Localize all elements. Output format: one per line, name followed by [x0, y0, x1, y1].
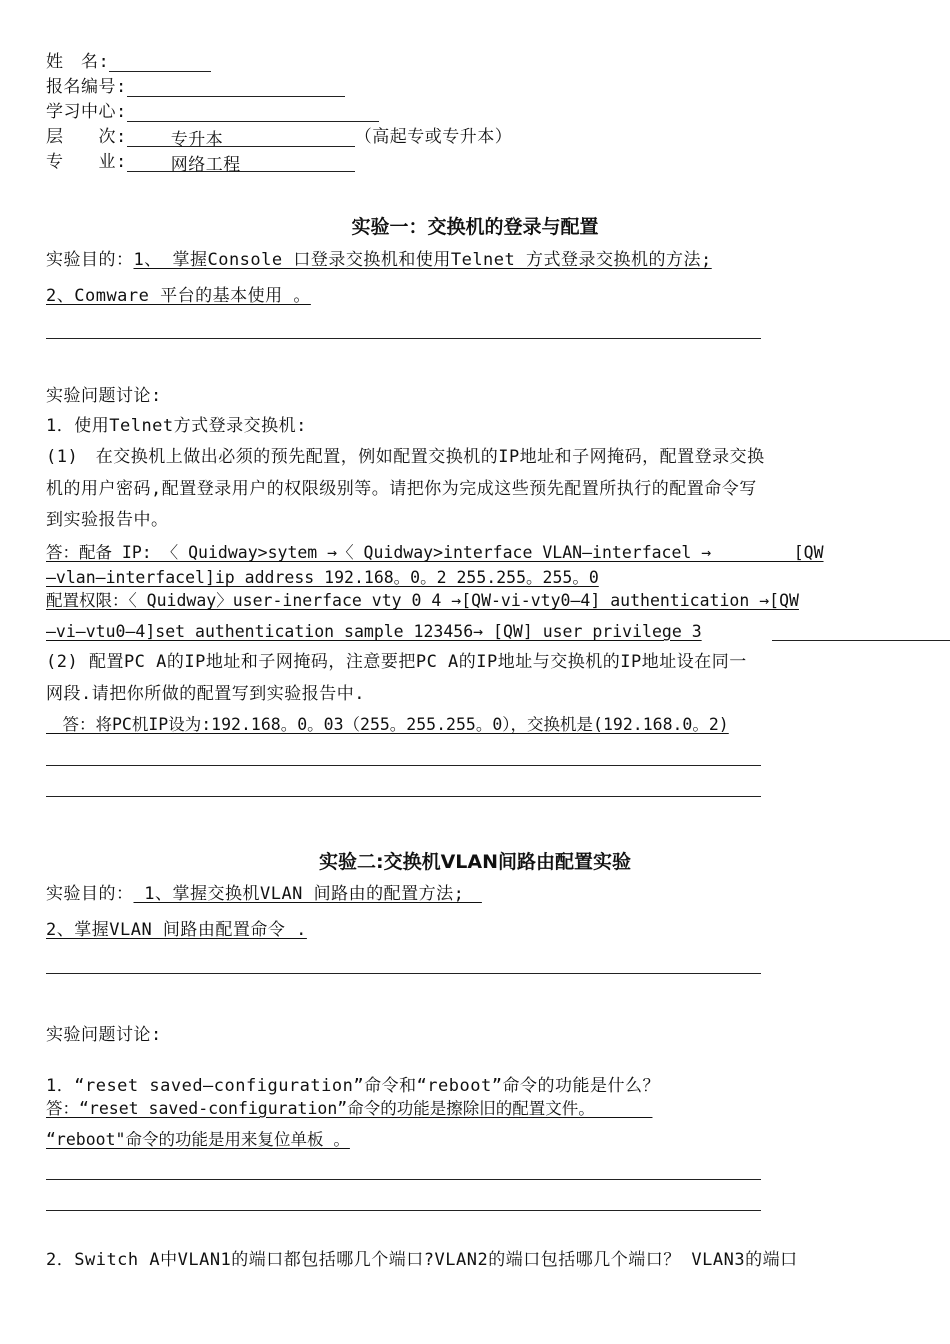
level-row — [46, 127, 513, 150]
exp1-q1-1-a: (1) 在交换机上做出必须的预先配置，例如配置交换机的IP地址和子网掩码，配置登录交换 — [46, 447, 765, 467]
name-row — [46, 52, 211, 72]
major-label: 专 业: — [46, 152, 127, 172]
level-label: 层 次: — [46, 127, 127, 147]
exp1-answer-1-tail-line — [772, 640, 950, 641]
exp1-answer-1-c: 配置权限：〈 Quidway〉user-inerface vty 0 4 →[QW-vi-vty0—4] authentication →[QW — [46, 591, 799, 610]
name-label: 姓 名: — [46, 52, 110, 72]
center-field[interactable] — [127, 105, 379, 122]
exp2-purpose-row — [46, 884, 482, 904]
major-field[interactable] — [127, 155, 355, 175]
exp2-discussion-label: 实验问题讨论: — [46, 1025, 162, 1045]
exp1-blank-line-3 — [46, 796, 761, 797]
name-field[interactable] — [109, 55, 211, 72]
exp1-q1-2-b: 网段.请把你所做的配置写到实验报告中. — [46, 684, 365, 704]
exp1-title: 实验一：交换机的登录与配置 — [351, 216, 599, 238]
exp2-q2: 2．Switch A中VLAN1的端口都包括哪几个端口?VLAN2的端口包括哪几个端口？ VLAN3的端口 — [46, 1250, 798, 1270]
exp2-title: 实验二:交换机VLAN间路由配置实验 — [318, 851, 632, 873]
exp1-q1: 1．使用Telnet方式登录交换机: — [46, 416, 307, 436]
exp1-purpose-label: 实验目的： — [46, 250, 134, 270]
exp2-blank-line — [46, 973, 761, 974]
exp1-purpose-1: 1、 掌握Console 口登录交换机和使用Telnet 方式登录交换机的方法; — [133, 250, 712, 270]
exp1-answer-1-a: 答：配备 IP: 〈 Quidway>sytem →〈 Quidway>interface VLAN—interfacel → [QW — [46, 543, 824, 562]
exp1-q1-2-a: (2) 配置PC A的IP地址和子网掩码，注意要把PC A的IP地址与交换机的IP地址设在同一 — [46, 652, 747, 672]
exp2-q1: 1．“reset saved—configuration”命令和“reboot”命令的功能是什么？ — [46, 1076, 660, 1096]
center-label: 学习中心: — [46, 102, 127, 122]
exp2-blank-line-3 — [46, 1210, 761, 1211]
exp2-purpose-2: 2、掌握VLAN 间路由配置命令 . — [46, 920, 307, 940]
major-row — [46, 152, 355, 175]
exp1-answer-1-b: —vlan—interfacel]ip address 192.168。0。2 255.255。255。0 — [46, 568, 599, 587]
exp1-blank-line-2 — [46, 765, 761, 766]
exp2-blank-line-2 — [46, 1179, 761, 1180]
exp2-answer-1-a: 答：“reset saved-configuration”命令的功能是擦除旧的配置文件。 — [46, 1099, 653, 1118]
exp1-blank-line — [46, 338, 761, 339]
exp1-discussion-label: 实验问题讨论: — [46, 386, 162, 406]
exp1-q1-1-b: 机的用户密码,配置登录用户的权限级别等。请把你为完成这些预先配置所执行的配置命令写 — [46, 479, 757, 499]
level-field[interactable] — [127, 130, 355, 150]
exp1-purpose-row — [46, 250, 712, 270]
exp1-q1-1-c: 到实验报告中。 — [46, 510, 169, 530]
level-value: 专升本 — [170, 130, 224, 150]
exp1-purpose-2: 2、Comware 平台的基本使用 。 — [46, 286, 311, 306]
major-value: 网络工程 — [170, 155, 241, 175]
level-note: （高起专或专升本） — [354, 127, 513, 147]
reg-field[interactable] — [127, 80, 345, 97]
exp2-purpose-label: 实验目的： — [46, 884, 134, 904]
reg-row — [46, 77, 345, 97]
exp2-purpose-1: 1、掌握交换机VLAN 间路由的配置方法; — [133, 884, 482, 904]
exp1-answer-2: 答：将PC机IP设为:192.168。0。03（255。255.255。0），交换机是(192.168.0。2) — [46, 715, 729, 734]
exp2-answer-1-b: “reboot"命令的功能是用来复位单板 。 — [46, 1130, 350, 1149]
exp1-answer-1-d: —vi—vtu0—4]set authentication sample 123456→ [QW] user privilege 3 — [46, 622, 702, 641]
reg-label: 报名编号: — [46, 77, 127, 97]
center-row — [46, 102, 379, 122]
